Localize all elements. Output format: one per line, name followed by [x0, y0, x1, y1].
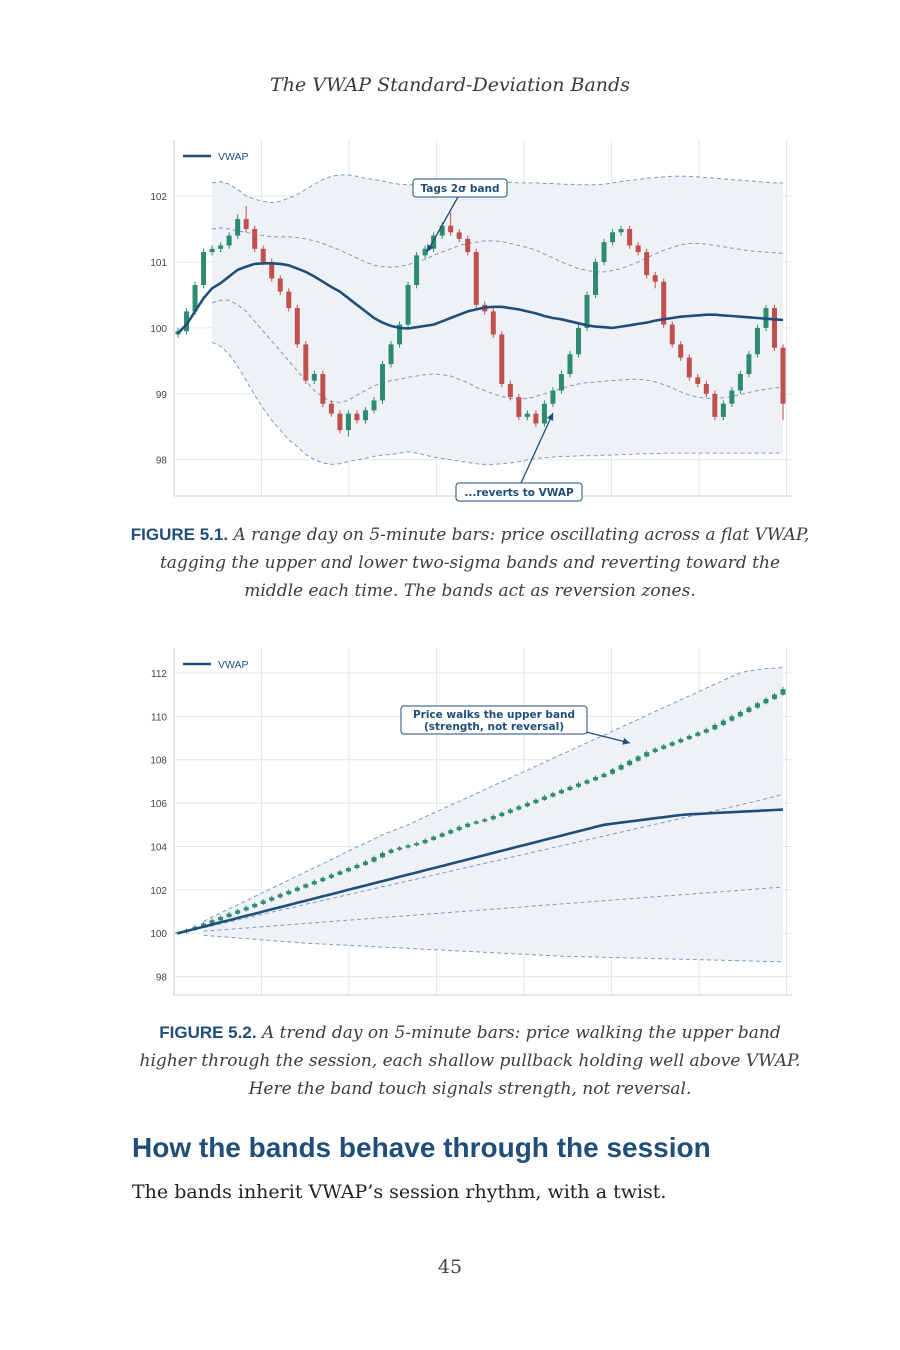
candle-body: [585, 295, 590, 328]
candle-body: [380, 853, 385, 857]
candle-body: [644, 252, 649, 275]
candle-body: [457, 232, 462, 239]
candle-body: [670, 325, 675, 345]
candle-body: [371, 857, 376, 861]
y-tick-label: 102: [150, 885, 167, 897]
candle-body: [431, 837, 436, 840]
y-tick-label: 99: [155, 389, 167, 401]
candle-body: [644, 752, 649, 756]
candle-body: [474, 252, 479, 305]
y-tick-label: 112: [151, 668, 167, 680]
candle-body: [516, 806, 521, 809]
candle-body: [329, 404, 334, 414]
candle-body: [363, 410, 368, 420]
caption-text: A trend day on 5-minute bars: price walking the upper band higher through the session, each shallow pullback holding well above VWAP. Here the band touch signals strength, not reversal.: [139, 1023, 801, 1099]
candle-body: [448, 830, 453, 833]
candle-body: [414, 843, 419, 845]
candle-body: [755, 703, 760, 707]
candle-body: [721, 404, 726, 417]
figure-5-2: [150, 640, 795, 998]
legend-vwap-label: VWAP: [218, 151, 249, 163]
candle-body: [406, 845, 411, 847]
candle-body: [559, 374, 564, 390]
candle-body: [397, 848, 402, 850]
candle-body: [508, 810, 513, 813]
candle-body: [286, 891, 291, 894]
candle-body: [389, 850, 394, 853]
candle-body: [201, 252, 206, 285]
candle-body: [602, 242, 607, 262]
candle-body: [695, 733, 700, 736]
candle-body: [440, 833, 445, 836]
candle-body: [550, 793, 555, 796]
figure-5-1-caption: [130, 521, 810, 605]
figure-5-1: [150, 133, 795, 499]
candle-body: [414, 255, 419, 285]
candle-body: [389, 344, 394, 364]
y-tick-label: 104: [150, 842, 167, 854]
candle-body: [585, 780, 590, 783]
y-tick-label: 102: [150, 192, 167, 204]
candle-body: [619, 229, 624, 232]
candle-body: [286, 292, 291, 308]
candle-body: [499, 334, 504, 383]
candle-body: [670, 742, 675, 745]
candle-body: [320, 374, 325, 404]
candle-body: [457, 827, 462, 830]
candle-body: [320, 878, 325, 881]
candle-body: [337, 871, 342, 874]
y-tick-label: 98: [155, 972, 167, 984]
candle-body: [576, 784, 581, 787]
candle-body: [729, 716, 734, 720]
candle-body: [559, 790, 564, 793]
running-head: The VWAP Standard-Deviation Bands: [270, 74, 630, 96]
candle-body: [738, 712, 743, 716]
candle-body: [269, 897, 274, 900]
candle-body: [661, 746, 666, 749]
candle-body: [295, 308, 300, 344]
candle-body: [303, 884, 308, 887]
figure-5-2-caption: [130, 1019, 810, 1103]
candle-body: [653, 749, 658, 752]
candle-body: [755, 328, 760, 354]
y-tick-label: 100: [150, 929, 167, 941]
candle-body: [576, 328, 581, 354]
candle-body: [678, 344, 683, 357]
body-paragraph: The bands inherit VWAP’s session rhythm, with a twist.: [132, 1181, 667, 1203]
candle-body: [593, 777, 598, 780]
candle-body: [610, 232, 615, 242]
candle-body: [687, 736, 692, 739]
annotation-text: (strength, not reversal): [423, 721, 565, 733]
candle-body: [781, 689, 786, 694]
candle-body: [721, 721, 726, 725]
candle-body: [491, 311, 496, 334]
legend-vwap-label: VWAP: [218, 659, 249, 671]
candle-body: [244, 219, 249, 229]
figure-label: FIGURE 5.1.: [130, 525, 229, 544]
candle-body: [619, 765, 624, 769]
candle-body: [712, 725, 717, 729]
trend-day-chart: [150, 640, 795, 998]
y-tick-label: 98: [155, 455, 167, 467]
candle-body: [465, 239, 470, 252]
candle-body: [763, 699, 768, 703]
candle-body: [218, 245, 223, 248]
candle-body: [227, 236, 232, 246]
y-tick-label: 100: [150, 323, 167, 335]
candle-body: [423, 840, 428, 843]
candle-body: [312, 881, 317, 884]
candle-body: [746, 354, 751, 374]
candle-body: [712, 394, 717, 417]
candle-body: [542, 797, 547, 800]
candle-body: [687, 358, 692, 378]
candle-body: [354, 414, 359, 421]
candle-body: [550, 391, 555, 404]
candle-body: [252, 904, 257, 907]
candle-body: [516, 397, 521, 417]
y-tick-label: 106: [150, 799, 167, 811]
candle-body: [602, 774, 607, 777]
candle-body: [772, 695, 777, 699]
candle-body: [354, 865, 359, 868]
candle-body: [593, 262, 598, 295]
candle-body: [627, 761, 632, 765]
candle-body: [252, 229, 257, 249]
candle-body: [704, 384, 709, 394]
candle-body: [235, 219, 240, 235]
candle-body: [636, 756, 641, 760]
candle-body: [371, 400, 376, 410]
candle-body: [448, 226, 453, 233]
candle-body: [542, 404, 547, 424]
candle-body: [363, 862, 368, 865]
candle-body: [627, 229, 632, 245]
candle-body: [508, 384, 513, 397]
candle-body: [303, 344, 308, 380]
candle-body: [533, 800, 538, 803]
candle-body: [337, 414, 342, 430]
candle-body: [695, 377, 700, 384]
candle-body: [610, 769, 615, 773]
candle-body: [567, 787, 572, 790]
candle-body: [567, 354, 572, 374]
candle-body: [278, 278, 283, 291]
candle-body: [772, 308, 777, 348]
candle-body: [636, 245, 641, 252]
candle-body: [482, 819, 487, 821]
candle-body: [525, 803, 530, 806]
candle-body: [227, 914, 232, 917]
candle-body: [329, 875, 334, 878]
annotation-text: Price walks the upper band: [412, 709, 576, 721]
candle-body: [491, 816, 496, 819]
y-tick-label: 108: [150, 755, 167, 767]
candle-body: [465, 824, 470, 827]
y-tick-label: 101: [150, 257, 167, 269]
candle-body: [218, 917, 223, 920]
candle-body: [746, 708, 751, 712]
candle-body: [261, 249, 266, 262]
candle-body: [261, 901, 266, 904]
candle-body: [295, 888, 300, 891]
candle-body: [704, 729, 709, 732]
candle-body: [499, 813, 504, 816]
candle-body: [678, 739, 683, 742]
candle-body: [525, 414, 530, 417]
caption-text: A range day on 5-minute bars: price oscillating across a flat VWAP, tagging the upper and lower two-sigma bands and reverting toward the middle each time. The bands act as reversion zones.: [159, 525, 810, 601]
candle-body: [380, 364, 385, 400]
figure-label: FIGURE 5.2.: [159, 1023, 257, 1042]
candle-body: [423, 249, 428, 256]
candle-body: [312, 374, 317, 381]
candle-body: [346, 868, 351, 871]
annotation-text: ...reverts to VWAP: [464, 487, 574, 499]
candle-body: [346, 414, 351, 430]
candle-body: [406, 285, 411, 325]
candle-body: [781, 348, 786, 404]
candle-body: [235, 910, 240, 913]
candle-body: [278, 894, 283, 897]
annotation-text: Tags 2σ band: [420, 183, 500, 195]
section-heading: How the bands behave through the session: [132, 1132, 711, 1163]
range-day-chart: [150, 133, 795, 499]
candle-body: [738, 374, 743, 390]
candle-body: [210, 249, 215, 252]
candle-body: [244, 907, 249, 910]
page-number: 45: [437, 1256, 463, 1278]
candle-body: [653, 275, 658, 282]
candle-body: [729, 391, 734, 404]
candle-body: [474, 822, 479, 824]
candle-body: [533, 414, 538, 424]
y-tick-label: 110: [151, 712, 167, 724]
